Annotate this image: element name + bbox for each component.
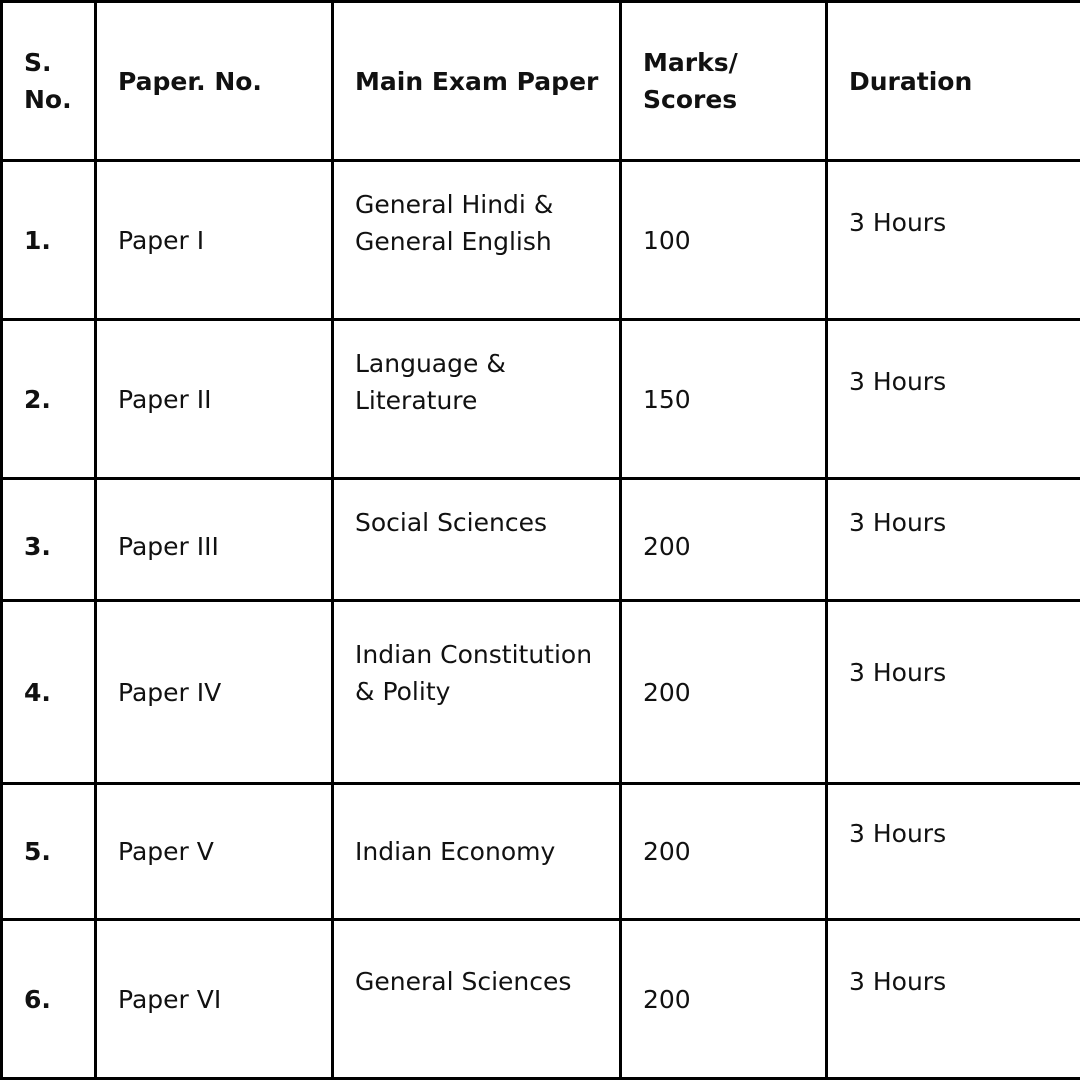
cell-paper-no: Paper VI bbox=[96, 920, 333, 1079]
header-paper-no: Paper. No. bbox=[96, 2, 333, 161]
cell-main-exam-paper-text: Social Sciences bbox=[355, 508, 548, 537]
cell-marks: 200 bbox=[621, 601, 827, 784]
cell-duration bbox=[827, 920, 1080, 1079]
cell-main-exam-paper bbox=[333, 320, 621, 479]
cell-main-exam-paper-text: Indian Constitution & Polity bbox=[355, 640, 593, 706]
cell-duration-text: 3 Hours bbox=[849, 508, 947, 537]
header-sno: S. No. bbox=[2, 2, 96, 161]
cell-main-exam-paper-text: General Sciences bbox=[355, 967, 572, 996]
table-row bbox=[2, 161, 1080, 320]
cell-duration bbox=[827, 320, 1080, 479]
cell-marks: 200 bbox=[621, 479, 827, 601]
header-main-exam-paper: Main Exam Paper bbox=[333, 2, 621, 161]
cell-duration bbox=[827, 161, 1080, 320]
cell-marks: 100 bbox=[621, 161, 827, 320]
cell-duration-text: 3 Hours bbox=[849, 367, 947, 396]
cell-duration-text: 3 Hours bbox=[849, 208, 947, 237]
cell-duration-text: 3 Hours bbox=[849, 658, 947, 687]
cell-paper-no: Paper II bbox=[96, 320, 333, 479]
cell-main-exam-paper-text: General Hindi & General English bbox=[355, 190, 554, 256]
cell-sno: 5. bbox=[2, 784, 96, 920]
table-row bbox=[2, 320, 1080, 479]
cell-duration-text: 3 Hours bbox=[849, 967, 947, 996]
cell-main-exam-paper-text: Indian Economy bbox=[355, 837, 556, 866]
cell-duration bbox=[827, 601, 1080, 784]
cell-sno: 6. bbox=[2, 920, 96, 1079]
table-row bbox=[2, 784, 1080, 920]
cell-main-exam-paper bbox=[333, 784, 621, 920]
cell-paper-no: Paper III bbox=[96, 479, 333, 601]
cell-sno: 4. bbox=[2, 601, 96, 784]
cell-paper-no: Paper I bbox=[96, 161, 333, 320]
cell-main-exam-paper bbox=[333, 920, 621, 1079]
cell-marks: 200 bbox=[621, 784, 827, 920]
header-duration: Duration bbox=[827, 2, 1080, 161]
table-row bbox=[2, 601, 1080, 784]
cell-marks: 200 bbox=[621, 920, 827, 1079]
cell-paper-no: Paper V bbox=[96, 784, 333, 920]
table-row bbox=[2, 920, 1080, 1079]
cell-main-exam-paper bbox=[333, 161, 621, 320]
cell-duration bbox=[827, 784, 1080, 920]
cell-main-exam-paper-text: Language & Literature bbox=[355, 349, 506, 415]
cell-main-exam-paper bbox=[333, 479, 621, 601]
cell-marks: 150 bbox=[621, 320, 827, 479]
cell-sno: 2. bbox=[2, 320, 96, 479]
cell-duration bbox=[827, 479, 1080, 601]
table-header-row bbox=[2, 2, 1080, 161]
cell-duration-text: 3 Hours bbox=[849, 819, 947, 848]
cell-sno: 1. bbox=[2, 161, 96, 320]
header-marks: Marks/ Scores bbox=[621, 2, 827, 161]
cell-paper-no: Paper IV bbox=[96, 601, 333, 784]
table-row bbox=[2, 479, 1080, 601]
cell-sno: 3. bbox=[2, 479, 96, 601]
cell-main-exam-paper bbox=[333, 601, 621, 784]
